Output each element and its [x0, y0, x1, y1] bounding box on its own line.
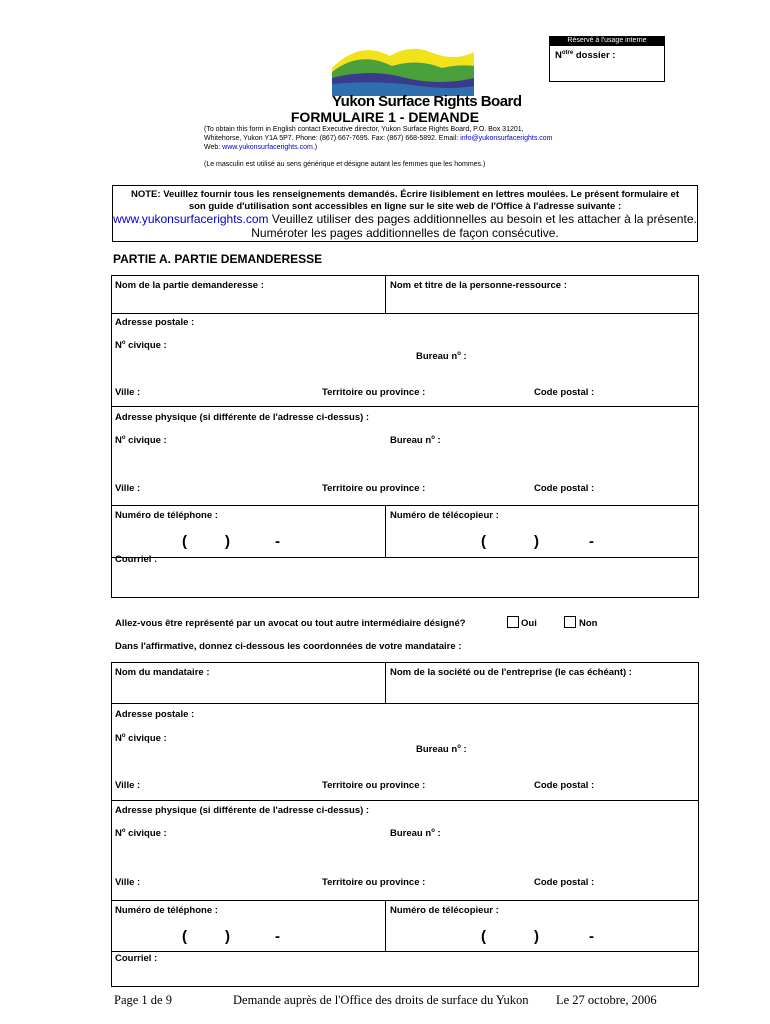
agent-office-number-field[interactable]: Bureau $n^o$ :: [416, 744, 467, 756]
phone-dash: -: [275, 533, 280, 550]
yes-label: Oui: [521, 618, 537, 629]
note-line-2: son guide d'utilisation sont accessibles en ligne sur le site web de l'Office à l'adresse suivante :: [188, 201, 622, 212]
page-number: Page 1 de 9: [114, 993, 172, 1007]
fax-dash: -: [589, 533, 594, 550]
fax-field[interactable]: Numéro de télécopieur :: [390, 510, 499, 521]
board-logo: [330, 38, 522, 120]
agent-fax-area-close: ): [534, 928, 539, 945]
agent-instruction: Dans l'affirmative, donnez ci-dessous les coordonnées de votre mandataire :: [115, 641, 462, 652]
email-field[interactable]: Courriel :: [115, 554, 158, 565]
agent-fax-dash: -: [589, 928, 594, 945]
agent-physical-address-label: Adresse physique (si différente de l'adresse ci-dessus) :: [115, 805, 370, 816]
no-label: Non: [579, 618, 598, 629]
file-number-label: $N^{otre}$ dossier :: [555, 50, 616, 62]
phone-field[interactable]: Numéro de téléphone :: [115, 510, 218, 521]
gender-note: (Le masculin est utilisé au sens générique et désigne autant les femmes que les hommes.): [204, 161, 486, 168]
mailing-address-label: Adresse postale :: [115, 317, 195, 328]
logo-mountains-icon: [330, 38, 478, 98]
note-line-3: www.yukonsurfacerights.com Veuillez utiliser des pages additionnelles au besoin et les attacher à la présente.: [113, 212, 697, 226]
agent-physical-postal-code-field[interactable]: Code postal :: [534, 877, 595, 888]
email-link[interactable]: info@yukonsurfacerights.com: [460, 135, 553, 142]
web-link[interactable]: www.yukonsurfacerights.com: [222, 144, 313, 151]
agent-physical-civic-number-field[interactable]: $N^o$ civique :: [115, 828, 167, 840]
representation-question: Allez-vous être représenté par un avocat ou tout autre intermédiaire désigné?: [115, 618, 466, 629]
agent-fax-area-open: (: [481, 928, 486, 945]
agent-fax-field[interactable]: Numéro de télécopieur :: [390, 905, 499, 916]
applicant-name-field[interactable]: Nom de la partie demanderesse :: [115, 280, 264, 291]
contact-name-field[interactable]: Nom et titre de la personne-ressource :: [390, 280, 567, 291]
intro-line-3: Web: www.yukonsurfacerights.com.): [204, 144, 318, 151]
intro-line-2: Whitehorse, Yukon Y1A 5P7. Phone: (867) 667-7695. Fax: (867) 668-5892. Email: info@yukonsurfacerights.com: [204, 135, 553, 142]
agent-civic-number-field[interactable]: $N^o$ civique :: [115, 733, 167, 745]
footer-date: Le 27 octobre, 2006: [556, 993, 657, 1007]
agent-phone-area-open: (: [182, 928, 187, 945]
agent-phone-area-close: ): [225, 928, 230, 945]
note-line-1: NOTE: Veuillez fournir tous les renseignements demandés. Écrire lisiblement en lettres moulées. Le présent formulaire et: [131, 189, 679, 200]
footer-title: Demande auprès de l'Office des droits de surface du Yukon: [233, 993, 529, 1007]
agent-postal-code-field[interactable]: Code postal :: [534, 780, 595, 791]
postal-code-field[interactable]: Code postal :: [534, 387, 595, 398]
logo-text: Yukon Surface Rights Board: [332, 93, 522, 110]
no-checkbox[interactable]: [564, 616, 576, 628]
note-url-link[interactable]: www.yukonsurfacerights.com: [113, 212, 269, 226]
physical-office-number-field[interactable]: Bureau $n^o$ :: [390, 435, 441, 447]
agent-physical-territory-field[interactable]: Territoire ou province :: [322, 877, 426, 888]
physical-address-label: Adresse physique (si différente de l'adresse ci-dessus) :: [115, 412, 370, 423]
fax-area-close: ): [534, 533, 539, 550]
office-number-field[interactable]: Bureau $n^o$ :: [416, 351, 467, 363]
yes-checkbox[interactable]: [507, 616, 519, 628]
physical-city-field[interactable]: Ville :: [115, 483, 141, 494]
agent-phone-field[interactable]: Numéro de téléphone :: [115, 905, 218, 916]
phone-area-open: (: [182, 533, 187, 550]
agent-territory-field[interactable]: Territoire ou province :: [322, 780, 426, 791]
part-a-heading: PARTIE A. PARTIE DEMANDERESSE: [113, 252, 323, 266]
agent-name-field[interactable]: Nom du mandataire :: [115, 667, 210, 678]
physical-postal-code-field[interactable]: Code postal :: [534, 483, 595, 494]
form-title: FORMULAIRE 1 - DEMANDE: [290, 109, 480, 125]
agent-block: [111, 662, 699, 987]
city-field[interactable]: Ville :: [115, 387, 141, 398]
internal-use-label: Réservé à l'usage interne: [549, 36, 665, 46]
fax-area-open: (: [481, 533, 486, 550]
phone-area-close: ): [225, 533, 230, 550]
agent-phone-dash: -: [275, 928, 280, 945]
intro-line-1: (To obtain this form in English contact Executive director, Yukon Surface Rights Board, P.O. Box 31201,: [204, 126, 524, 133]
agent-mailing-address-label: Adresse postale :: [115, 709, 195, 720]
agent-physical-office-number-field[interactable]: Bureau $n^o$ :: [390, 828, 441, 840]
note-line-4: Numéroter les pages additionnelles de façon consécutive.: [251, 226, 559, 240]
agent-email-field[interactable]: Courriel :: [115, 953, 158, 964]
physical-civic-number-field[interactable]: $N^o$ civique :: [115, 435, 167, 447]
agent-city-field[interactable]: Ville :: [115, 780, 141, 791]
physical-territory-field[interactable]: Territoire ou province :: [322, 483, 426, 494]
company-name-field[interactable]: Nom de la société ou de l'entreprise (le cas échéant) :: [390, 667, 632, 678]
agent-physical-city-field[interactable]: Ville :: [115, 877, 141, 888]
territory-field[interactable]: Territoire ou province :: [322, 387, 426, 398]
civic-number-field[interactable]: $N^o$ civique :: [115, 340, 167, 352]
